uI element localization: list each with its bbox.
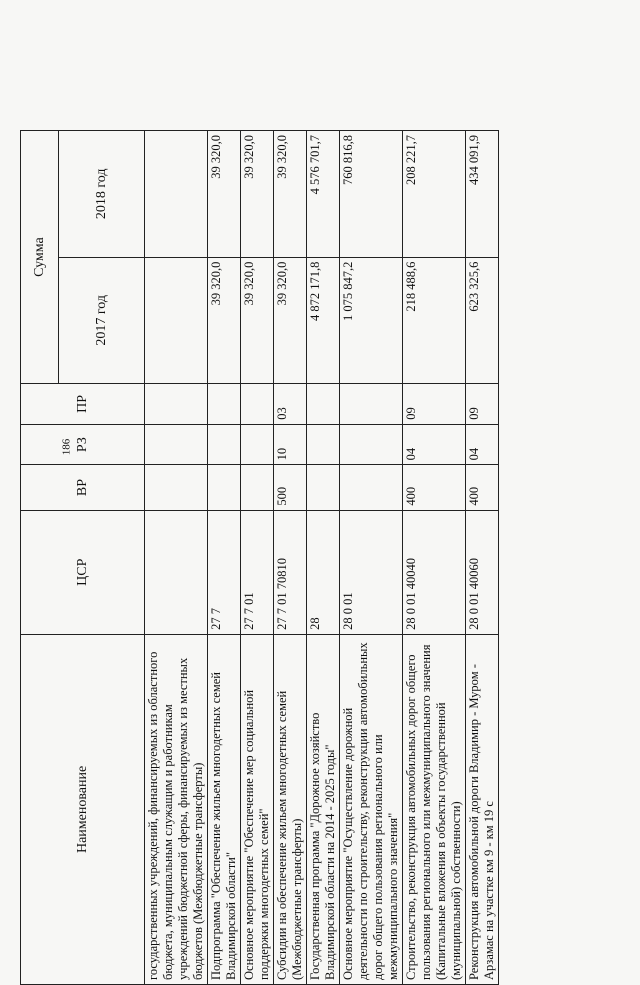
header-2018: 2018 год xyxy=(59,131,145,258)
cell-y2017: 623 325,6 xyxy=(466,257,499,384)
cell-y2017: 39 320,0 xyxy=(241,257,274,384)
cell-pr xyxy=(241,384,274,425)
cell-rz xyxy=(241,424,274,465)
cell-vr xyxy=(340,465,403,510)
cell-csr: 28 0 01 xyxy=(340,510,403,634)
cell-csr: 28 0 01 40040 xyxy=(403,510,466,634)
cell-csr: 27 7 01 xyxy=(241,510,274,634)
cell-rz: 04 xyxy=(403,424,466,465)
cell-vr xyxy=(307,465,340,510)
cell-y2018: 39 320,0 xyxy=(241,131,274,258)
cell-rz xyxy=(340,424,403,465)
cell-pr xyxy=(307,384,340,425)
cell-rz xyxy=(145,424,208,465)
cell-pr xyxy=(208,384,241,425)
cell-y2018: 760 816,8 xyxy=(340,131,403,258)
cell-pr: 03 xyxy=(274,384,307,425)
cell-name: Субсидии на обеспечение жильем многодетных семей (Межбюджетные трансферты) xyxy=(274,634,307,984)
cell-y2018 xyxy=(145,131,208,258)
cell-name: Государственная программа "Дорожное хозяйство Владимирской области на 2014 - 2025 годы" xyxy=(307,634,340,984)
cell-pr: 09 xyxy=(403,384,466,425)
table-row xyxy=(145,131,208,985)
cell-y2018: 434 091,9 xyxy=(466,131,499,258)
table-row xyxy=(208,131,241,985)
cell-rz: 04 xyxy=(466,424,499,465)
cell-y2017: 4 872 171,8 xyxy=(307,257,340,384)
table-row xyxy=(307,131,340,985)
table-row xyxy=(241,131,274,985)
header-rz: РЗ xyxy=(21,424,145,465)
cell-rz xyxy=(208,424,241,465)
cell-pr xyxy=(340,384,403,425)
cell-y2018: 4 576 701,7 xyxy=(307,131,340,258)
cell-rz: 10 xyxy=(274,424,307,465)
cell-name: Основное мероприятие "Обеспечение мер социальной поддержки многодетных семей" xyxy=(241,634,274,984)
header-2017: 2017 год xyxy=(59,257,145,384)
table-row xyxy=(274,131,307,985)
header-vr: ВР xyxy=(21,465,145,510)
cell-y2018: 39 320,0 xyxy=(208,131,241,258)
page-number: 186 xyxy=(60,438,73,456)
cell-y2017: 39 320,0 xyxy=(274,257,307,384)
cell-y2017: 39 320,0 xyxy=(208,257,241,384)
cell-vr xyxy=(241,465,274,510)
cell-y2017: 1 075 847,2 xyxy=(340,257,403,384)
cell-pr: 09 xyxy=(466,384,499,425)
cell-vr xyxy=(208,465,241,510)
cell-csr xyxy=(145,510,208,634)
budget-table xyxy=(20,130,499,985)
header-pr: ПР xyxy=(21,384,145,425)
cell-csr: 27 7 xyxy=(208,510,241,634)
cell-csr: 28 0 01 40060 xyxy=(466,510,499,634)
cell-y2017 xyxy=(145,257,208,384)
rotated-table-container xyxy=(20,130,535,985)
cell-vr: 500 xyxy=(274,465,307,510)
cell-name: Строительство, реконструкция автомобильных дорог общего пользования регионального или межмуниципального значения (Капитальные вложения в объекты государственной (муниципальной) собственности) xyxy=(403,634,466,984)
cell-vr xyxy=(145,465,208,510)
cell-y2018: 39 320,0 xyxy=(274,131,307,258)
cell-pr xyxy=(145,384,208,425)
cell-name: Подпрограмма "Обеспечение жильем многодетных семей Владимирской области" xyxy=(208,634,241,984)
header-csr: ЦСР xyxy=(21,510,145,634)
table-row xyxy=(466,131,499,985)
cell-vr: 400 xyxy=(466,465,499,510)
cell-y2018: 208 221,7 xyxy=(403,131,466,258)
table-row xyxy=(403,131,466,985)
cell-name: Основное мероприятие "Осуществление дорожной деятельности по строительству, реконструкции автомобильных дорог общего пользования регионального или межмуниципального значения" xyxy=(340,634,403,984)
cell-csr: 28 xyxy=(307,510,340,634)
header-name: Наименование xyxy=(21,634,145,984)
cell-y2017: 218 488,6 xyxy=(403,257,466,384)
cell-vr: 400 xyxy=(403,465,466,510)
header-sum: Сумма xyxy=(21,131,59,384)
cell-name: Реконструкция автомобильной дороги Владимир - Муром - Арзамас на участке км 9 - км 19 с xyxy=(466,634,499,984)
table-row xyxy=(340,131,403,985)
cell-rz xyxy=(307,424,340,465)
cell-csr: 27 7 01 70810 xyxy=(274,510,307,634)
cell-name: государственных учреждений, финансируемых из областного бюджета, муниципальным служащим и работникам учреждений бюджетной сферы, финансируемых из местных бюджетов (Межбюджетные трансферты) xyxy=(145,634,208,984)
